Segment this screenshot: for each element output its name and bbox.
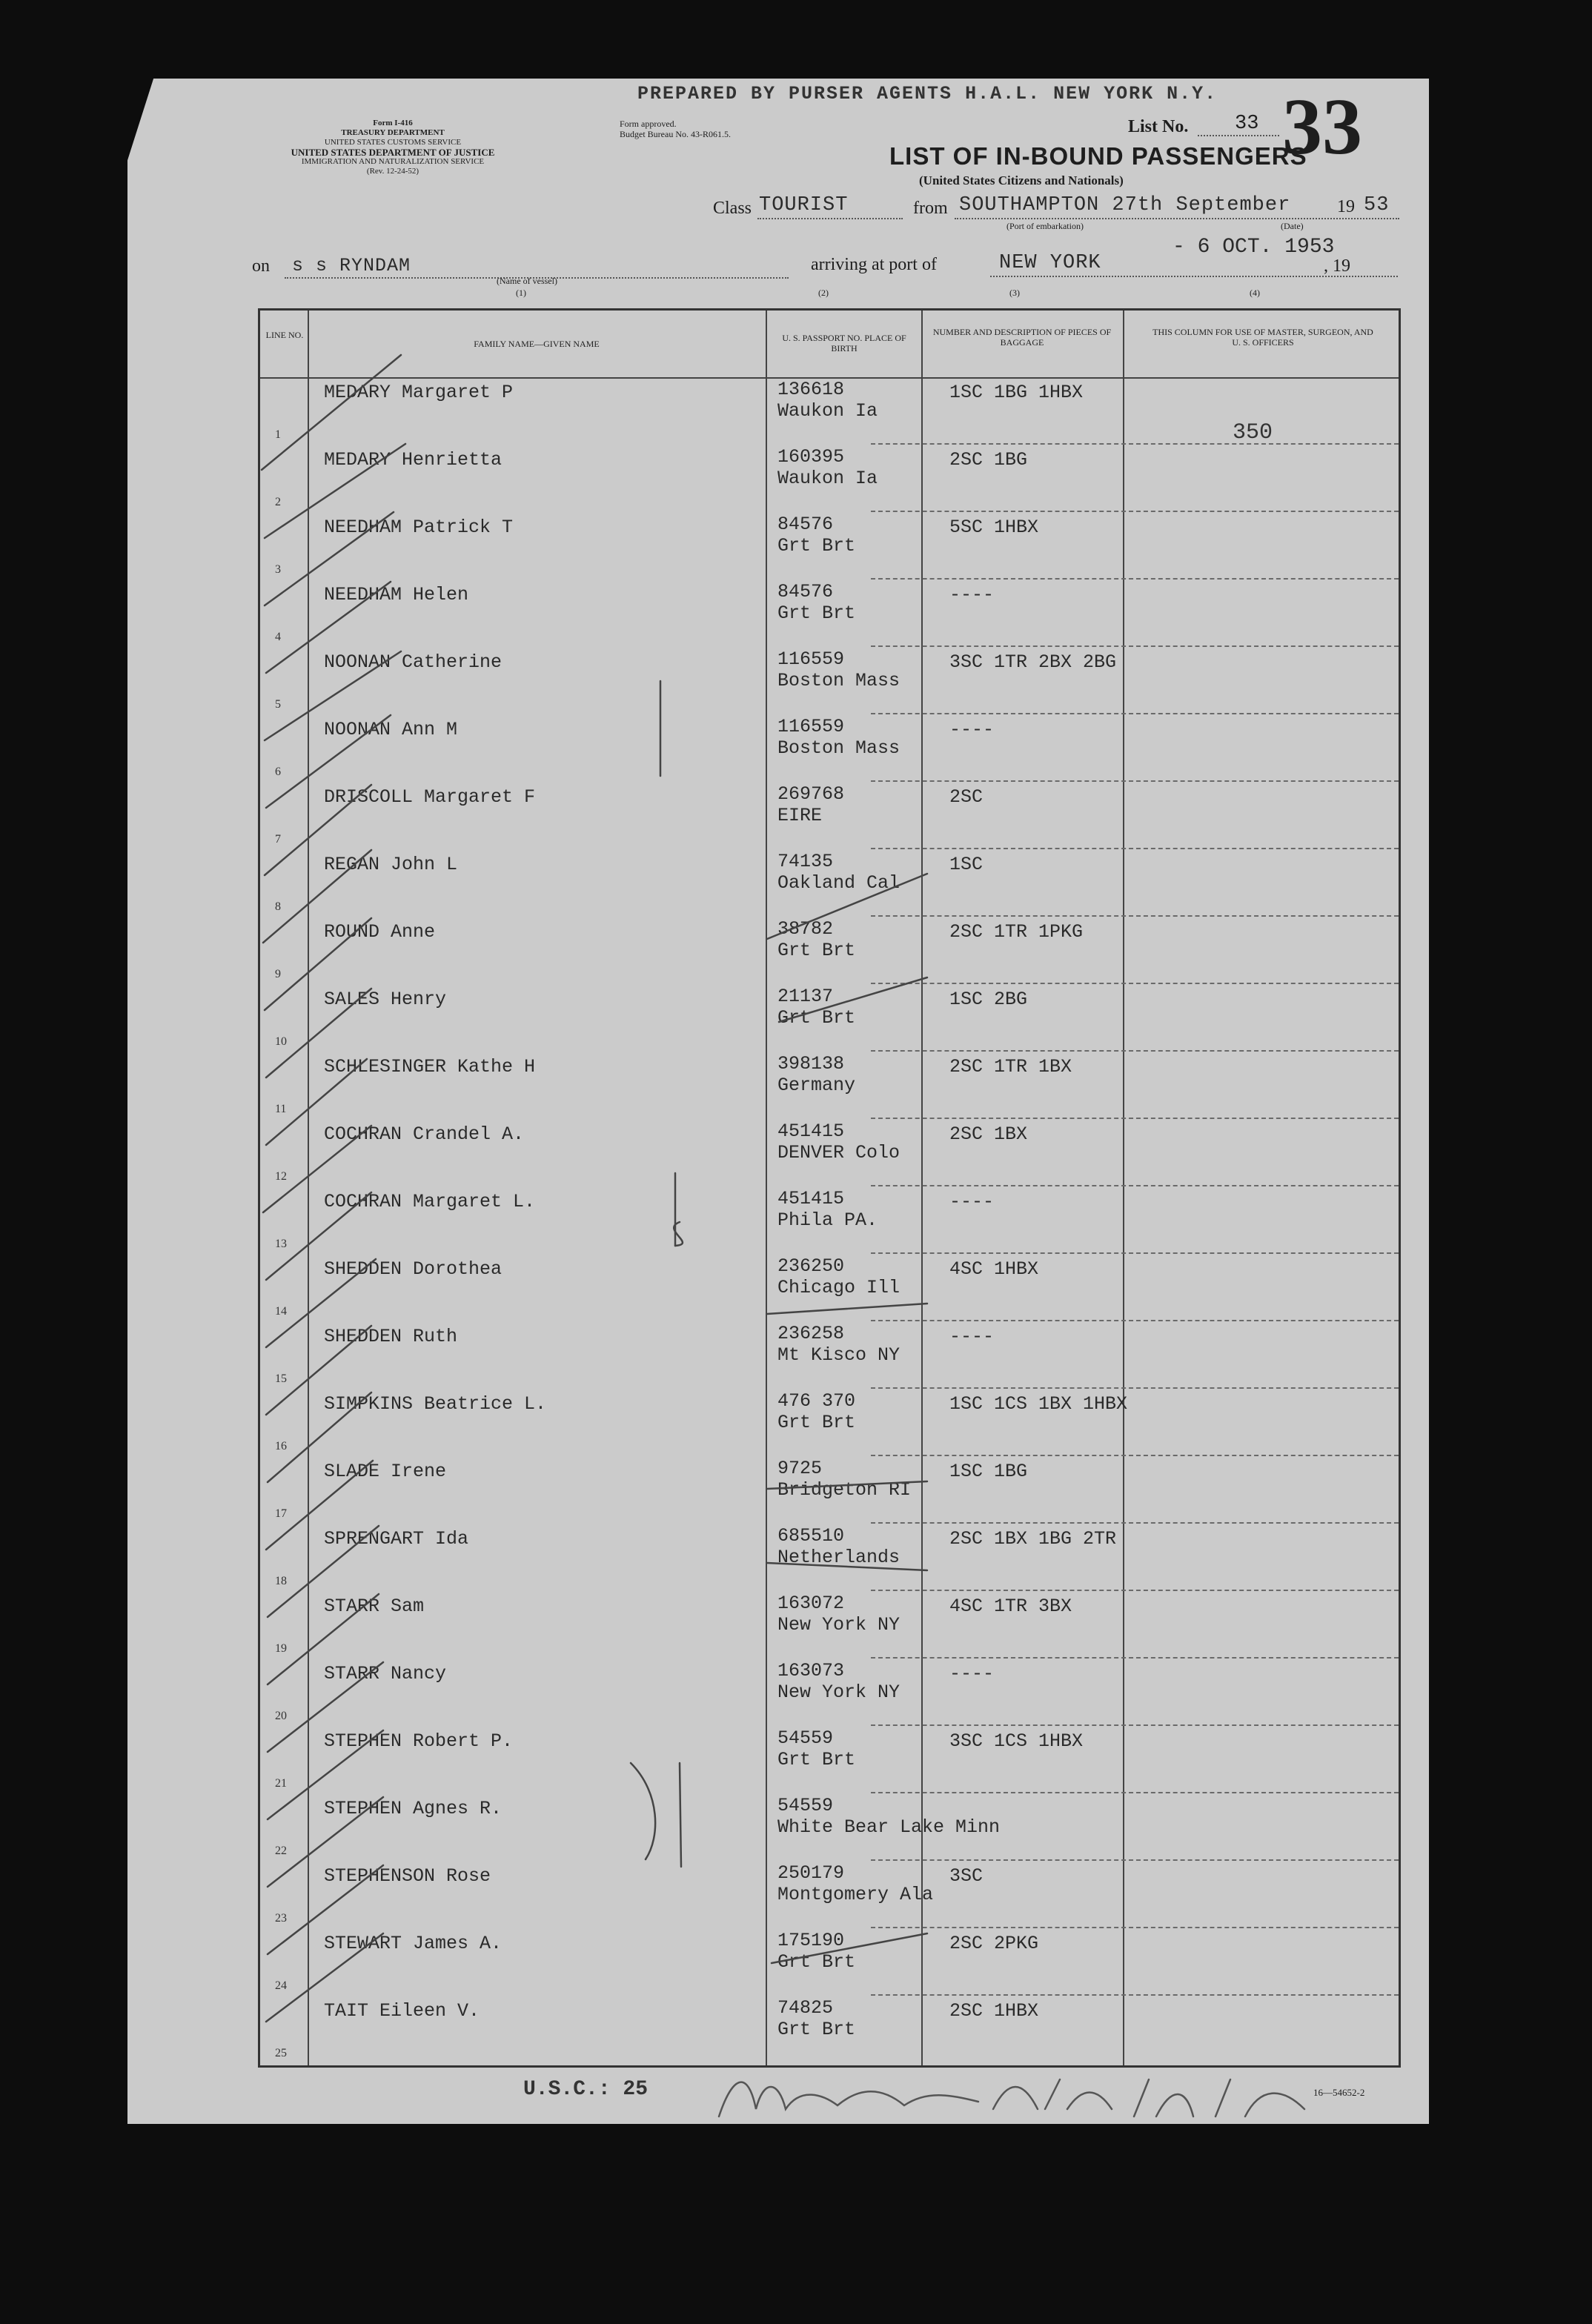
passport-number: 136618 [777, 379, 845, 400]
passport-number: 476 370 [777, 1390, 856, 1412]
passport-number: 398138 [777, 1053, 845, 1075]
passenger-name: SPRENGART Ida [324, 1528, 469, 1550]
line-number: 7 [275, 833, 281, 846]
baggage: 2SC 1BX [949, 1123, 1028, 1145]
table-row [260, 1389, 1399, 1456]
passenger-name: STARR Nancy [324, 1663, 447, 1684]
line-number: 13 [275, 1238, 287, 1250]
passport-number: 685510 [777, 1525, 845, 1547]
form-number: Form I-416 [373, 119, 413, 127]
birthplace: Grt Brt [777, 2019, 856, 2040]
year-value: 53 [1364, 194, 1390, 216]
column-number-1: (1) [516, 288, 526, 298]
passport-birthplace [777, 1593, 900, 1636]
date-caption: (Date) [1281, 221, 1304, 231]
passport-birthplace [777, 1660, 900, 1703]
passport-birthplace [777, 648, 900, 691]
column-number-4: (4) [1250, 288, 1260, 298]
class-value: TOURIST [759, 194, 849, 216]
baggage: 2SC 1BX 1BG 2TR [949, 1528, 1117, 1550]
form-title: LIST OF IN-BOUND PASSENGERS [889, 142, 1307, 170]
prepared-by-line: PREPARED BY PURSER AGENTS H.A.L. NEW YORK N.Y. [637, 83, 1218, 104]
birthplace: Waukon Ia [777, 400, 878, 422]
birthplace: New York NY [777, 1681, 901, 1703]
birthplace: Waukon Ia [777, 468, 878, 489]
passenger-name: STEPHEN Agnes R. [324, 1798, 503, 1819]
header-name: FAMILY NAME—GIVEN NAME [474, 339, 600, 349]
baggage: 3SC 1CS 1HBX [949, 1730, 1084, 1752]
passport-number: 250179 [777, 1862, 845, 1884]
baggage: 1SC 1BG 1HBX [949, 382, 1084, 403]
table-row [260, 1793, 1399, 1861]
header-passport: U. S. PASSPORT NO. PLACE OF BIRTH [782, 333, 906, 353]
line-number: 19 [275, 1642, 287, 1655]
arriving-label: arriving at port of [811, 255, 937, 274]
line-number: 15 [275, 1372, 287, 1385]
form-print-code: 16—54652-2 [1313, 2087, 1365, 2098]
line-number: 14 [275, 1305, 287, 1318]
table-row [260, 580, 1399, 647]
line-number: 16 [275, 1440, 287, 1452]
passport-birthplace [777, 1525, 900, 1568]
baggage: 3SC 1TR 2BX 2BG [949, 651, 1117, 673]
passport-number: 116559 [777, 648, 845, 670]
table-row [260, 445, 1399, 512]
passport-number: 54559 [777, 1727, 834, 1749]
passport-birthplace [777, 1390, 855, 1433]
table-row [260, 1524, 1399, 1591]
table-row [260, 714, 1399, 782]
birthplace: Grt Brt [777, 535, 856, 557]
passenger-name: SALES Henry [324, 989, 447, 1010]
baggage: 2SC 1HBX [949, 2000, 1039, 2022]
passenger-name: TAIT Eileen V. [324, 2000, 480, 2022]
passenger-name: STEPHEN Robert P. [324, 1730, 514, 1752]
baggage: 5SC 1HBX [949, 517, 1039, 538]
baggage: ---- [949, 719, 995, 740]
line-number: 23 [275, 1912, 287, 1925]
line-number: 22 [275, 1845, 287, 1857]
passport-number: 160395 [777, 446, 845, 468]
passenger-name: NOONAN Ann M [324, 719, 458, 740]
birthplace: Montgomery Ala [777, 1884, 934, 1905]
passenger-name: COCHRAN Crandel A. [324, 1123, 525, 1145]
birthplace: DENVER Colo [777, 1142, 901, 1163]
passenger-name: DRISCOLL Margaret F [324, 786, 536, 808]
vessel-caption: (Name of vessel) [497, 276, 557, 286]
table-row [260, 1591, 1399, 1659]
year-prefix: 19 [1337, 197, 1355, 216]
birthplace: Grt Brt [777, 1007, 856, 1029]
treasury-label: TREASURY DEPARTMENT [341, 128, 445, 137]
passport-number: 163072 [777, 1593, 845, 1614]
table-row [260, 1659, 1399, 1726]
form-block [237, 119, 548, 176]
ins-label: IMMIGRATION AND NATURALIZATION SERVICE [301, 157, 485, 166]
passenger-name: SIMPKINS Beatrice L. [324, 1393, 547, 1415]
birthplace: White Bear Lake Minn [777, 1816, 1001, 1838]
line-number: 1 [275, 428, 281, 441]
birthplace: New York NY [777, 1614, 901, 1636]
budget-bureau: Budget Bureau No. 43-R061.5. [620, 129, 731, 139]
line-number: 24 [275, 1979, 287, 1992]
baggage: 1SC 1CS 1BX 1HBX [949, 1393, 1128, 1415]
header-baggage: NUMBER AND DESCRIPTION OF PIECES OF BAGGAGE [932, 327, 1112, 348]
table-row [260, 1996, 1399, 2063]
table-row [260, 849, 1399, 917]
birthplace: Boston Mass [777, 737, 901, 759]
line-number: 2 [275, 496, 281, 508]
passport-birthplace [777, 1255, 900, 1298]
list-no-label: List No. [1128, 117, 1189, 136]
list-no-rule [1198, 135, 1279, 136]
from-value: SOUTHAMPTON 27th September [959, 194, 1291, 216]
passport-birthplace [777, 851, 900, 894]
justice-label: UNITED STATES DEPARTMENT OF JUSTICE [291, 147, 495, 158]
line-number: 18 [275, 1575, 287, 1587]
passenger-name: REGAN John L [324, 854, 458, 875]
passport-number: 9725 [777, 1458, 823, 1479]
passport-number: 269768 [777, 783, 845, 805]
table-row [260, 1456, 1399, 1524]
passport-birthplace [777, 716, 900, 759]
passenger-name: MEDARY Henrietta [324, 449, 503, 471]
passport-birthplace [777, 1053, 855, 1096]
passenger-name: STARR Sam [324, 1596, 425, 1617]
column-number-3: (3) [1009, 288, 1020, 298]
from-label: from [913, 199, 948, 218]
passport-number: 54559 [777, 1795, 834, 1816]
passenger-name: STEWART James A. [324, 1933, 503, 1954]
passport-number: 236258 [777, 1323, 845, 1344]
baggage: 2SC 1TR 1PKG [949, 921, 1084, 943]
arrival-port: NEW YORK [999, 252, 1101, 274]
passport-number: 116559 [777, 716, 845, 737]
passport-birthplace [777, 1862, 933, 1905]
passenger-name: SCHLESINGER Kathe H [324, 1056, 536, 1078]
customs-label: UNITED STATES CUSTOMS SERVICE [324, 138, 462, 147]
passport-number: 84576 [777, 581, 834, 602]
line-number: 8 [275, 900, 281, 913]
birthplace: EIRE [777, 805, 823, 826]
baggage: 4SC 1HBX [949, 1258, 1039, 1280]
from-rule [955, 218, 1399, 219]
officer-note: 350 [1233, 420, 1273, 445]
line-number: 3 [275, 563, 281, 576]
baggage: 2SC 1TR 1BX [949, 1056, 1072, 1078]
line-number: 4 [275, 631, 281, 643]
birthplace: Netherlands [777, 1547, 901, 1568]
baggage: 2SC 2PKG [949, 1933, 1039, 1954]
list-no-stamp: 33 [1282, 83, 1362, 171]
year-suffix: , 19 [1324, 256, 1350, 276]
passenger-name: NOONAN Catherine [324, 651, 503, 673]
baggage: ---- [949, 1191, 995, 1212]
baggage: ---- [949, 1663, 995, 1684]
birthplace: Grt Brt [777, 1412, 856, 1433]
passport-birthplace [777, 783, 844, 826]
list-no-value: 33 [1235, 113, 1259, 135]
passport-number: 236250 [777, 1255, 845, 1277]
passport-birthplace [777, 1997, 855, 2040]
table-row [260, 1052, 1399, 1119]
inspector-signature [712, 2065, 1319, 2131]
passport-birthplace [777, 1795, 1000, 1838]
table-row [260, 1928, 1399, 1996]
birthplace: Bridgeton RI [777, 1479, 912, 1501]
passenger-name: SHEDDEN Dorothea [324, 1258, 503, 1280]
birthplace: Grt Brt [777, 940, 856, 961]
baggage: ---- [949, 1326, 995, 1347]
passport-birthplace [777, 1930, 855, 1973]
passport-birthplace [777, 1458, 911, 1501]
passport-birthplace [777, 1727, 855, 1770]
line-number: 11 [275, 1103, 287, 1115]
baggage: 1SC 1BG [949, 1461, 1028, 1482]
baggage: ---- [949, 584, 995, 605]
line-number: 21 [275, 1777, 287, 1790]
passport-birthplace [777, 986, 855, 1029]
birthplace: Chicago Ill [777, 1277, 901, 1298]
line-number: 5 [275, 698, 281, 711]
baggage: 2SC 1BG [949, 449, 1028, 471]
form-subtitle: (United States Citizens and Nationals) [919, 173, 1124, 187]
table-row [260, 782, 1399, 849]
passport-number: 21137 [777, 986, 834, 1007]
line-number: 10 [275, 1035, 287, 1048]
passenger-name: ROUND Anne [324, 921, 436, 943]
port-embarkation-caption: (Port of embarkation) [1006, 221, 1084, 231]
table-row [260, 1861, 1399, 1928]
passenger-table [258, 308, 1401, 2068]
passport-number: 74135 [777, 851, 834, 872]
line-number: 12 [275, 1170, 287, 1183]
usc-count: U.S.C.: 25 [523, 2078, 649, 2101]
table-header [260, 311, 1399, 379]
passport-number: 74825 [777, 1997, 834, 2019]
table-row [260, 647, 1399, 714]
table-row [260, 512, 1399, 580]
passport-birthplace [777, 514, 855, 557]
line-number: 17 [275, 1507, 287, 1520]
birthplace: Mt Kisco NY [777, 1344, 901, 1366]
birthplace: Oakland Cal [777, 872, 901, 894]
header-line-no: LINE NO. [265, 330, 304, 340]
baggage: 3SC [949, 1865, 984, 1887]
table-row [260, 377, 1399, 445]
passenger-name: SHEDDEN Ruth [324, 1326, 458, 1347]
table-row [260, 1726, 1399, 1793]
passenger-name: STEPHENSON Rose [324, 1865, 491, 1887]
passenger-name: MEDARY Margaret P [324, 382, 514, 403]
arrival-date-stamp: - 6 OCT. 1953 [1173, 236, 1335, 259]
birthplace: Boston Mass [777, 670, 901, 691]
birthplace: Grt Brt [777, 602, 856, 624]
birthplace: Grt Brt [777, 1951, 856, 1973]
passport-birthplace [777, 1120, 900, 1163]
baggage: 4SC 1TR 3BX [949, 1596, 1072, 1617]
passenger-name: COCHRAN Margaret L. [324, 1191, 536, 1212]
passport-number: 84576 [777, 514, 834, 535]
column-number-2: (2) [818, 288, 829, 298]
header-officers: THIS COLUMN FOR USE OF MASTER, SURGEON, AND U. S. OFFICERS [1152, 327, 1373, 348]
birthplace: Phila PA. [777, 1209, 878, 1231]
class-rule [757, 218, 903, 219]
revision-label: (Rev. 12-24-52) [366, 167, 419, 176]
passport-number: 451415 [777, 1120, 845, 1142]
table-row [260, 1254, 1399, 1321]
class-label: Class [713, 199, 752, 218]
baggage: 1SC 2BG [949, 989, 1028, 1010]
passport-number: 175190 [777, 1930, 845, 1951]
line-number: 25 [275, 2047, 287, 2059]
passport-birthplace [777, 446, 878, 489]
birthplace: Grt Brt [777, 1749, 856, 1770]
passenger-name: NEEDHAM Patrick T [324, 517, 514, 538]
table-row [260, 1119, 1399, 1186]
passenger-name: NEEDHAM Helen [324, 584, 469, 605]
table-row [260, 1186, 1399, 1254]
passport-number: 451415 [777, 1188, 845, 1209]
line-number: 9 [275, 968, 281, 980]
passport-number: 163073 [777, 1660, 845, 1681]
passport-number: 38782 [777, 918, 834, 940]
baggage: 1SC [949, 854, 984, 875]
passport-birthplace [777, 1323, 900, 1366]
birthplace: Germany [777, 1075, 856, 1096]
form-approved: Form approved. [620, 119, 677, 129]
table-row [260, 984, 1399, 1052]
passport-birthplace [777, 379, 878, 422]
passport-birthplace [777, 581, 855, 624]
passport-birthplace [777, 918, 855, 961]
vessel-name: s s RYNDAM [292, 255, 411, 276]
table-row [260, 1321, 1399, 1389]
line-number: 6 [275, 766, 281, 778]
passenger-name: SLADE Irene [324, 1461, 447, 1482]
line-number: 20 [275, 1710, 287, 1722]
on-label: on [252, 256, 270, 276]
baggage: 2SC [949, 786, 984, 808]
table-row [260, 917, 1399, 984]
passport-birthplace [777, 1188, 878, 1231]
